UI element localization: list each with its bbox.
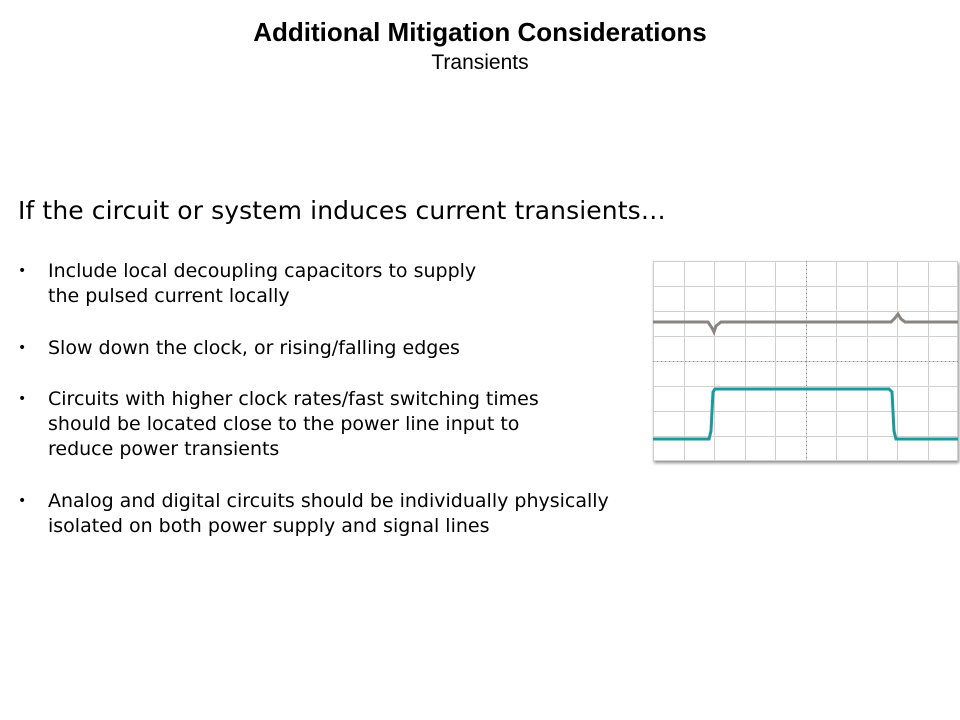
- intro-text: If the circuit or system induces current transients…: [18, 196, 666, 225]
- bullet-marker: •: [18, 391, 27, 407]
- bullet-marker: •: [18, 340, 27, 356]
- bullet-marker: •: [18, 493, 27, 509]
- oscilloscope-plot: [653, 261, 958, 461]
- bullet-line: should be located close to the power line input to: [48, 413, 520, 435]
- slide-title: Additional Mitigation Considerations: [253, 17, 707, 47]
- bullet-text: [48, 336, 460, 361]
- bullet-text: [48, 259, 476, 309]
- bullet-line: reduce power transients: [48, 438, 280, 460]
- bullet-line: the pulsed current locally: [48, 285, 290, 307]
- bullet-text: [48, 387, 539, 462]
- bullet-line: Circuits with higher clock rates/fast switching times: [48, 388, 539, 410]
- bullet-line: Slow down the clock, or rising/falling edges: [48, 337, 460, 359]
- current-trace: [653, 389, 958, 439]
- bullet-line: isolated on both power supply and signal lines: [48, 515, 490, 537]
- voltage-trace: [653, 314, 958, 332]
- slide-subtitle: Transients: [431, 51, 529, 74]
- bullet-line: Analog and digital circuits should be individually physically: [48, 490, 609, 512]
- bullet-marker: •: [18, 263, 27, 279]
- bullet-text: [48, 489, 609, 539]
- oscilloscope-grid: [653, 261, 958, 461]
- bullet-line: Include local decoupling capacitors to supply: [48, 260, 477, 282]
- oscilloscope-image: [653, 261, 958, 461]
